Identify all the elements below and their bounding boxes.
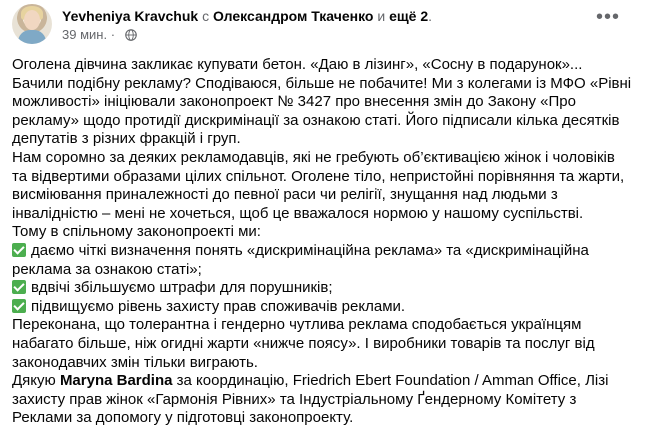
author-name-link[interactable]: Yevheniya Kravchuk — [62, 8, 199, 24]
check-mark-icon — [12, 243, 26, 257]
paragraph-4: Переконана, що толерантна і гендерно чутлива реклама сподобається українцям набагато більше, ніж огидні жарти «нижче поясу». І виробники товарів та послуг від законодавчих змін тільки виграють. — [12, 316, 595, 371]
check-mark-icon — [12, 299, 26, 313]
list-item — [12, 279, 634, 298]
list-item — [12, 298, 634, 317]
post-header — [12, 0, 636, 50]
paragraph-2: Нам соромно за деяких рекламодавців, які не гребують об’єктивацією жінок і чоловіків та відвертими образами цілих спільнот. Оголене тіло, непристойні порівняння та жарти, висміювання приналежності до певної раси чи релігії, знущання над людьми з інвалідністю – мені не хочеться, щоб це вважалося нормою у нашому суспільстві. — [12, 148, 625, 222]
and-word: и — [377, 8, 386, 24]
post-title-line — [62, 7, 432, 25]
meta-separator: · — [110, 27, 116, 42]
list-item-text: даємо чіткі визначення понять «дискримінаційна реклама» та «дискримінаційна реклама за ознакою статі»; — [12, 241, 589, 278]
with-word: с — [202, 8, 210, 24]
paragraph-3: Тому в спільному законопроекті ми: — [12, 223, 261, 241]
thanks-rest: за координацію, Friedrich Ebert Foundation / Amman Office, Лізі захисту прав жінок «Гармонія Рівних» та Індустріальному Ґендерному Комітету з Реклами за допомогу у підготовці законопроекту. — [12, 372, 609, 427]
list-item — [12, 242, 634, 279]
post-body — [12, 56, 634, 428]
paragraph-5 — [12, 372, 634, 428]
paragraph-1: Оголена дівчина закликає купувати бетон. «Даю в лізинг», «Сосну в подарунок»... Бачили подібну рекламу? Сподіваюся, більше не побачите! Ми з колегами із МФО «Рівні можливості» ініціювали законопроект № 3427 про внесення змін до Закону «Про рекламу» щодо протидії дискримінації за ознакою статі. Його підписали кілька десятків депутатів з різних фракцій і груп. — [12, 56, 632, 148]
post-time-link[interactable]: 39 мин. — [62, 27, 108, 42]
globe-icon[interactable] — [125, 29, 137, 41]
post-meta — [62, 27, 137, 43]
others-link[interactable]: ещё 2 — [389, 8, 429, 24]
check-mark-icon — [12, 280, 26, 294]
tagged-person-link[interactable]: Олександром Ткаченко — [212, 8, 374, 24]
mention-link[interactable]: Maryna Bardina — [59, 372, 173, 390]
author-avatar[interactable] — [12, 4, 52, 44]
more-horizontal-icon[interactable]: ••• — [595, 6, 620, 28]
title-period: . — [428, 8, 433, 24]
list-item-text: вдвічі збільшуємо штрафи для порушників; — [31, 279, 333, 297]
list-item-text: підвищуємо рівень захисту прав споживачів реклами. — [31, 297, 406, 315]
thanks-start: Дякую — [12, 372, 60, 390]
